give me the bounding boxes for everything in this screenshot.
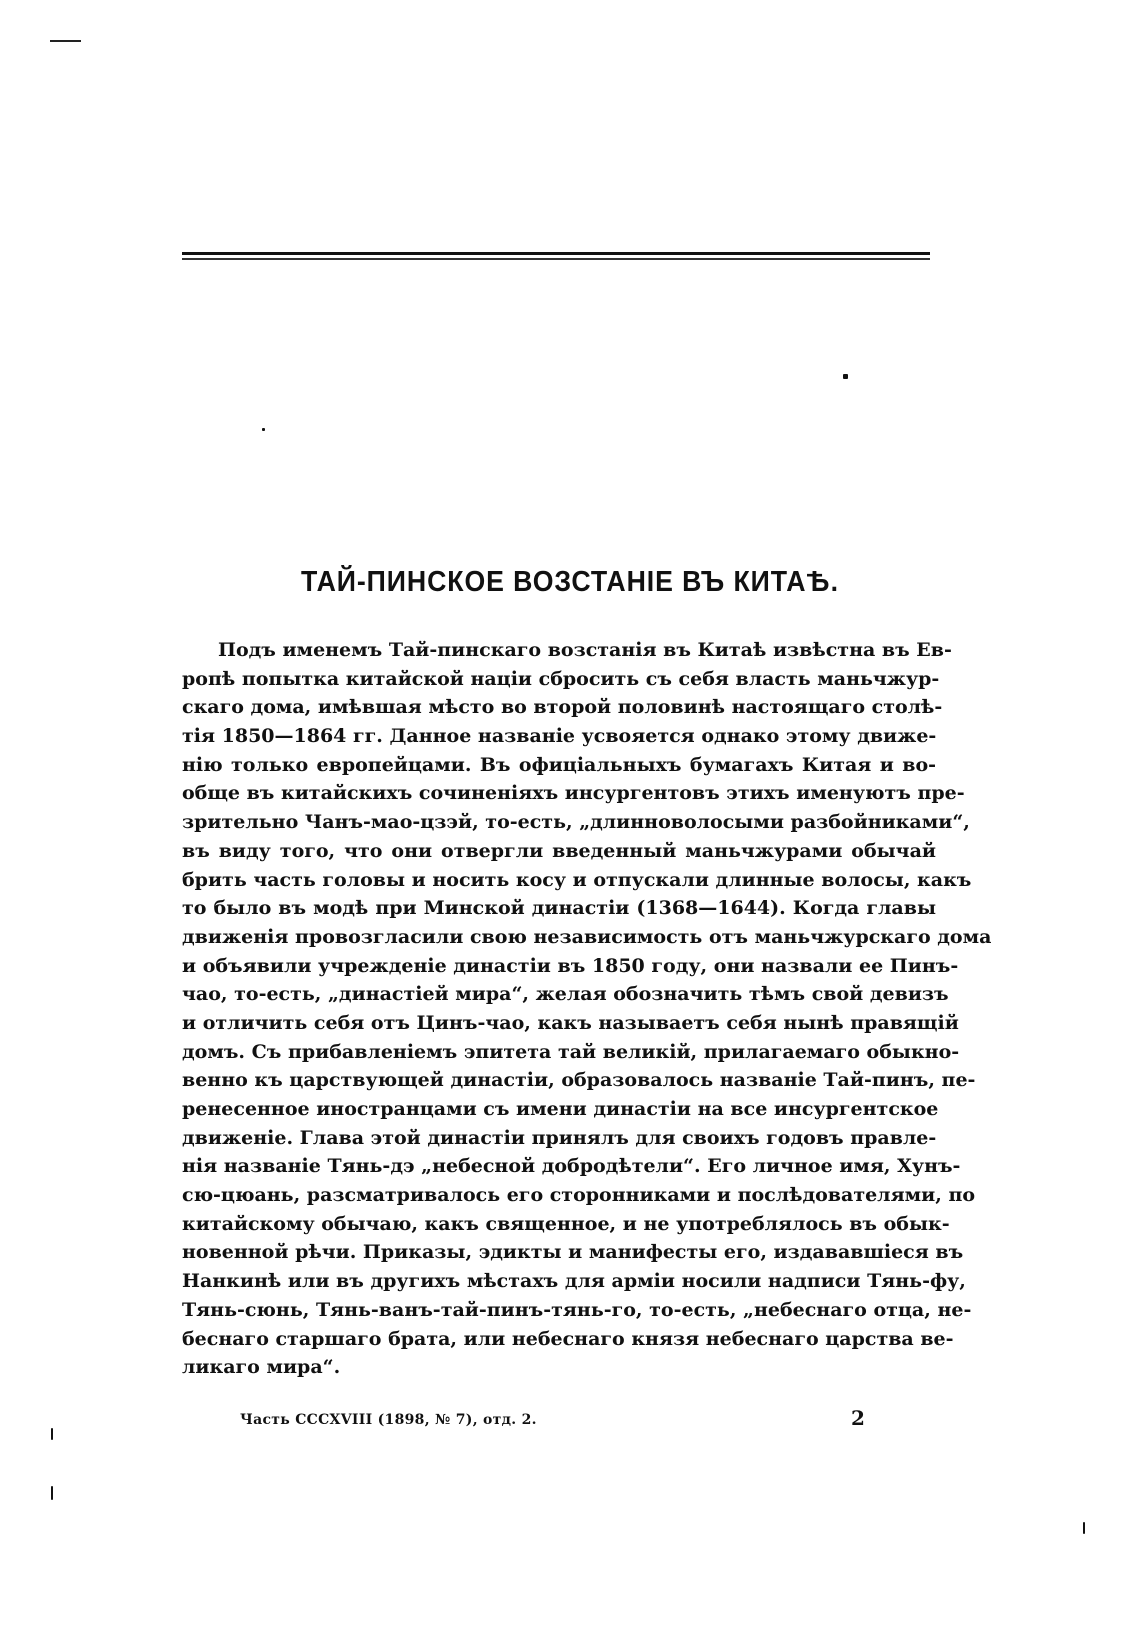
- scan-speck: [843, 374, 848, 379]
- text-line: чао, то-есть, „династіей мира“, желая обозначить тѣмъ свой девизъ: [182, 983, 949, 1006]
- text-line: домъ. Съ прибавленіемъ эпитета тай великій, прилагаемаго обыкно-: [182, 1040, 960, 1063]
- text-line: движенія провозгласили свою независимость отъ маньчжурскаго дома: [182, 925, 992, 948]
- scan-speck: [51, 1486, 53, 1500]
- text-line: движеніе. Глава этой династіи принялъ для своихъ годовъ правле-: [182, 1126, 937, 1149]
- footer-signature: Часть CCCXVIII (1898, № 7), отд. 2.: [240, 1412, 537, 1428]
- scan-speck: [1083, 1522, 1085, 1534]
- text-line: въ виду того, что они отвергли введенный маньчжурами обычай: [182, 839, 936, 862]
- corner-mark: [50, 40, 81, 42]
- page-number: 2: [851, 1406, 865, 1430]
- text-line: Подъ именемъ Тай-пинскаго возстанія въ Китаѣ извѣстна въ Ев-: [218, 639, 952, 661]
- text-line: нія названіе Тянь-дэ „небесной добродѣтели“. Его личное имя, Хунъ-: [182, 1155, 961, 1178]
- text-line: венно къ царствующей династіи, образовалось названіе Тай-пинъ, пе-: [182, 1069, 976, 1092]
- text-line: тія 1850—1864 гг. Данное названіе усвояется однако этому движе-: [182, 725, 937, 748]
- text-line: китайскому обычаю, какъ священное, и не употреблялось въ обык-: [182, 1212, 950, 1235]
- text-line: Тянь-сюнь, Тянь-ванъ-тай-пинъ-тянь-го, то-есть, „небеснаго отца, не-: [182, 1298, 972, 1321]
- text-line: и объявили учрежденіе династіи въ 1850 году, они назвали ее Пинъ-: [182, 954, 959, 977]
- text-line: ликаго мира“.: [182, 1356, 341, 1379]
- text-line: брить часть головы и носить косу и отпускали длинные волосы, какъ: [182, 868, 972, 891]
- scan-speck: [51, 1428, 53, 1440]
- text-line: нію только европейцами. Въ офиціальныхъ бумагахъ Китая и во-: [182, 753, 936, 776]
- scan-speck: [262, 428, 265, 431]
- text-line: ропѣ попытка китайской націи сбросить съ себя власть маньчжур-: [182, 667, 940, 690]
- text-line: и отличить себя отъ Цинъ-чао, какъ называетъ себя нынѣ правящій: [182, 1011, 959, 1034]
- text-line: новенной рѣчи. Приказы, эдикты и манифесты его, издававшіеся въ: [182, 1241, 964, 1264]
- article-body: [182, 636, 992, 1382]
- article-title: ТАЙ-ПИНСКОЕ ВОЗСТАНІЕ ВЪ КИТАѢ.: [301, 566, 839, 598]
- text-line: сю-цюань, разсматривалось его сторонниками и послѣдователями, по: [182, 1184, 976, 1207]
- text-line: обще въ китайскихъ сочиненіяхъ инсургентовъ этихъ именуютъ пре-: [182, 782, 965, 805]
- text-line: скаго дома, имѣвшая мѣсто во второй половинѣ настоящаго столѣ-: [182, 696, 943, 719]
- text-line: зрительно Чанъ-мао-цзэй, то-есть, „длинноволосыми разбойниками“,: [182, 811, 970, 834]
- text-line: Нанкинѣ или въ другихъ мѣстахъ для арміи носили надписи Тянь-фу,: [182, 1270, 966, 1293]
- header-rule-thin: [182, 258, 930, 260]
- text-line: беснаго старшаго брата, или небеснаго князя небеснаго царства ве-: [182, 1327, 954, 1350]
- header-rule-thick: [182, 252, 930, 255]
- text-line: ренесенное иностранцами съ имени династіи на все инсургентское: [182, 1098, 939, 1120]
- text-line: то было въ модѣ при Минской династіи (1368—1644). Когда главы: [182, 897, 936, 920]
